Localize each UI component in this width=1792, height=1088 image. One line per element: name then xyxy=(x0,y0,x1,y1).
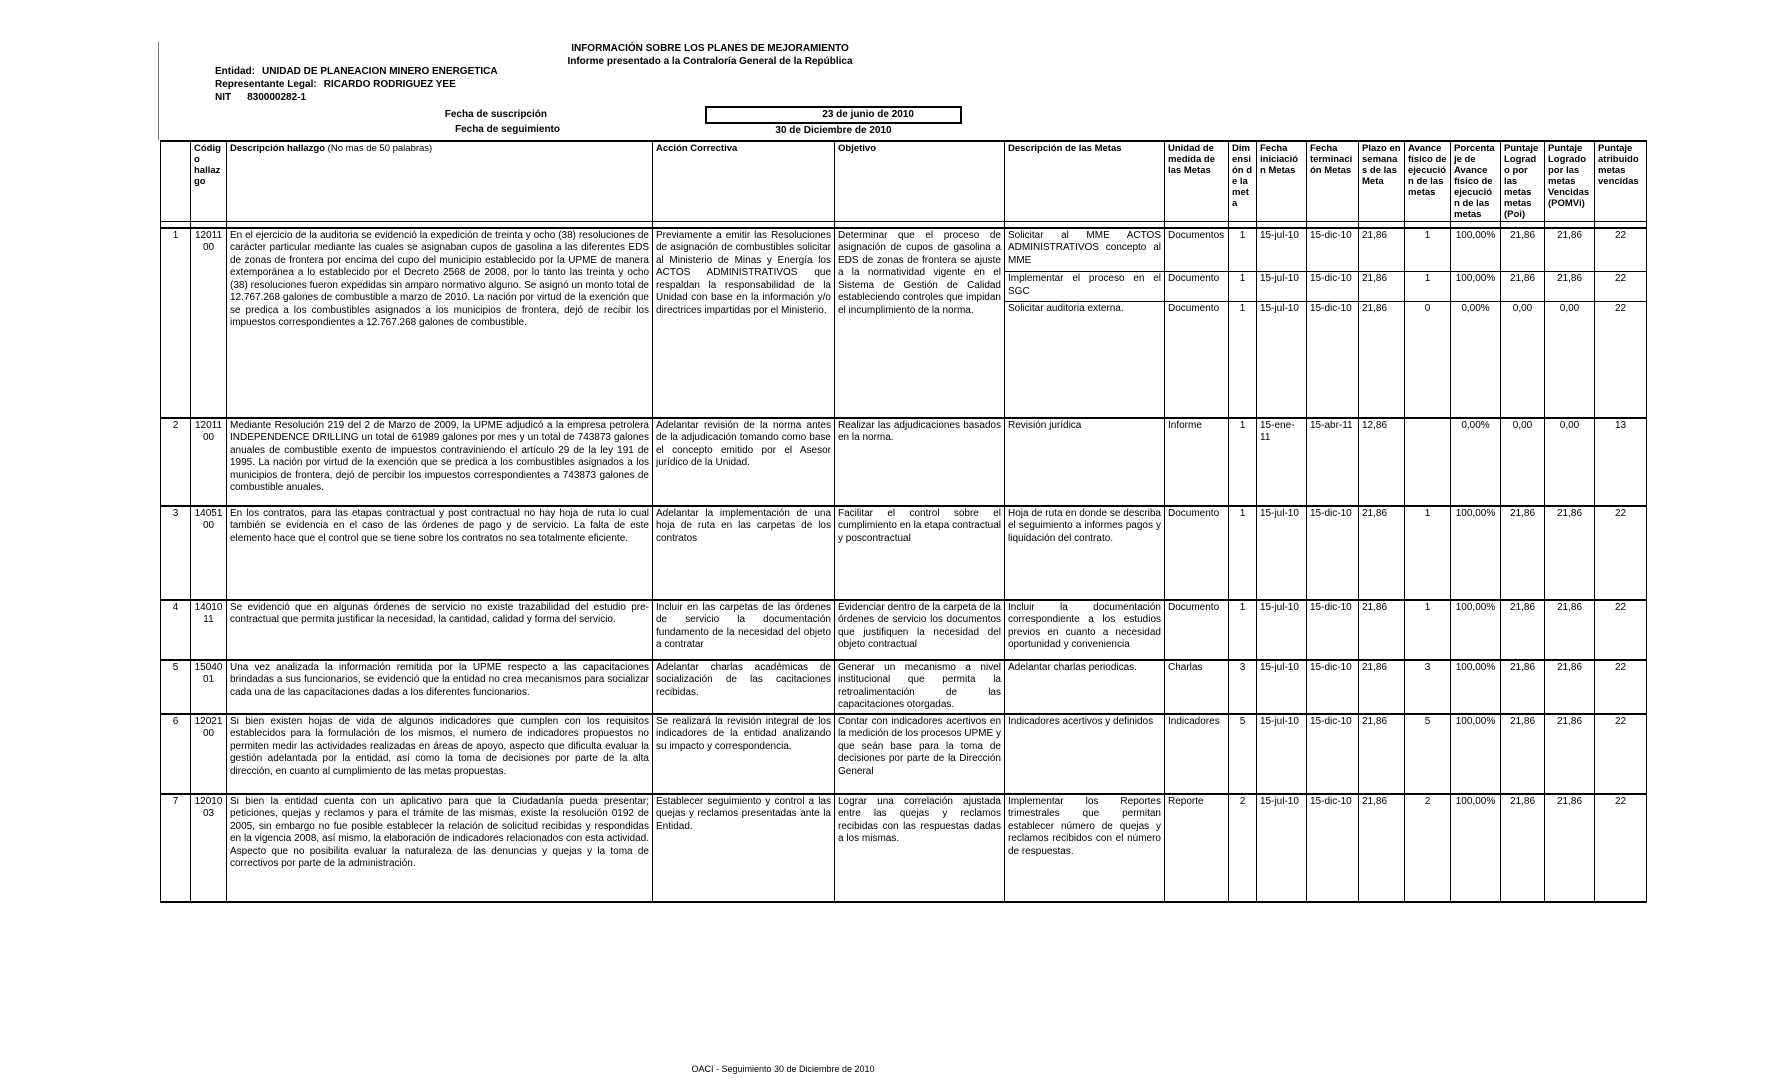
meta-plazo-cell: 21,86 xyxy=(1359,794,1405,902)
meta-poi-cell: 0,00 xyxy=(1501,418,1545,506)
meta-avance-cell: 1 xyxy=(1405,600,1451,660)
representante-line xyxy=(215,78,498,91)
hallazgo-row xyxy=(161,228,1647,272)
hallazgo-num-cell: 3 xyxy=(161,506,191,600)
meta-porcentaje-cell: 100,00% xyxy=(1451,506,1501,600)
fecha-seguimiento-label: Fecha de seguimiento xyxy=(454,124,560,135)
meta-pomvi-cell: 21,86 xyxy=(1545,506,1595,600)
meta-plazo-cell: 21,86 xyxy=(1359,272,1405,302)
meta-avance-cell: 0 xyxy=(1405,302,1451,418)
meta-dimension-cell: 1 xyxy=(1229,600,1257,660)
col-header-objetivo: Objetivo xyxy=(835,141,1005,222)
meta-descripcion-cell: Solicitar auditoria externa. xyxy=(1005,302,1165,418)
meta-plazo-cell: 21,86 xyxy=(1359,228,1405,272)
nit-value: 830000282-1 xyxy=(247,92,307,103)
meta-poi-cell: 21,86 xyxy=(1501,794,1545,902)
meta-plazo-cell: 21,86 xyxy=(1359,506,1405,600)
fecha-suscripcion-label: Fecha de suscripción xyxy=(444,109,547,120)
accion-correctiva-cell: Establecer seguimiento y control a las quejas y reclamos presentadas ante la Entidad. xyxy=(653,794,835,902)
hallazgo-descripcion-cell: En los contratos, para las etapas contractual y post contractual no hay hoja de ruta lo cual también se evidencia en el caso de las órdenes de pago y de servicio. La falta de este elemento hace que el control que se tiene sobre los contratos no sea totalmente eficiente. xyxy=(227,506,653,600)
fecha-seguimiento-value: 30 de Diciembre de 2010 xyxy=(775,125,892,136)
col-header-codigo: Código hallazgo xyxy=(191,141,227,222)
meta-porcentaje-cell: 100,00% xyxy=(1451,714,1501,794)
meta-porcentaje-cell: 100,00% xyxy=(1451,660,1501,714)
entity-block xyxy=(215,65,498,104)
col-header-fecha-inicio: Fecha iniciación Metas xyxy=(1257,141,1307,222)
hallazgo-codigo-cell: 1201100 xyxy=(191,228,227,418)
hallazgo-num-cell: 2 xyxy=(161,418,191,506)
hallazgo-row xyxy=(161,600,1647,660)
hallazgo-codigo-cell: 1401011 xyxy=(191,600,227,660)
meta-fecha-inicio-cell: 15-ene-11 xyxy=(1257,418,1307,506)
hallazgo-descripcion-cell: Se evidenció que en algunas órdenes de servicio no existe trazabilidad del estudio pre-contractual que permita justificar la necesidad, la cantidad, calidad y forma del servicio. xyxy=(227,600,653,660)
meta-plazo-cell: 21,86 xyxy=(1359,714,1405,794)
meta-descripcion-cell: Implementar el proceso en el SGC xyxy=(1005,272,1165,302)
hallazgo-row xyxy=(161,794,1647,902)
meta-puntaje-vencidas-cell: 22 xyxy=(1595,660,1647,714)
meta-puntaje-vencidas-cell: 22 xyxy=(1595,506,1647,600)
meta-unidad-cell: Documento xyxy=(1165,272,1229,302)
entidad-label: Entidad: xyxy=(215,66,255,77)
meta-avance-cell: 2 xyxy=(1405,794,1451,902)
hallazgo-descripcion-cell: Mediante Resolución 219 del 2 de Marzo de 2009, la UPME adjudicó a la empresa petrolera INDEPENDENCE DRILLING un total de 61989 galones por mes y un total de 743873 galones anuales de combustible exento de impuestos contraviniendo el artículo 29 de la ley 191 de 1995. La nación por virtud de la exención que se predica a los combustibles asignados a los municipios de frontera, dejó de percibir los impuestos correspondientes a 743873 galones de combustible anuales. xyxy=(227,418,653,506)
report-title: INFORMACIÓN SOBRE LOS PLANES DE MEJORAMIENTO xyxy=(571,43,849,54)
col-header-plazo: Plazo en semanas de las Meta xyxy=(1359,141,1405,222)
entidad-value: UNIDAD DE PLANEACION MINERO ENERGETICA xyxy=(262,66,498,77)
meta-pomvi-cell: 0,00 xyxy=(1545,302,1595,418)
meta-fecha-fin-cell: 15-dic-10 xyxy=(1307,600,1359,660)
plan-table-body xyxy=(161,222,1647,902)
meta-fecha-inicio-cell: 15-jul-10 xyxy=(1257,794,1307,902)
meta-plazo-cell: 21,86 xyxy=(1359,600,1405,660)
col-header-metas: Descripción de las Metas xyxy=(1005,141,1165,222)
meta-fecha-fin-cell: 15-dic-10 xyxy=(1307,228,1359,272)
meta-dimension-cell: 1 xyxy=(1229,272,1257,302)
meta-unidad-cell: Documento xyxy=(1165,302,1229,418)
meta-pomvi-cell: 21,86 xyxy=(1545,714,1595,794)
representante-value: RICARDO RODRIGUEZ YEE xyxy=(323,79,456,90)
meta-avance-cell: 1 xyxy=(1405,228,1451,272)
hallazgo-row xyxy=(161,714,1647,794)
meta-unidad-cell: Documentos xyxy=(1165,228,1229,272)
header-row xyxy=(161,141,1647,222)
meta-fecha-inicio-cell: 15-jul-10 xyxy=(1257,302,1307,418)
hallazgo-codigo-cell: 1202100 xyxy=(191,714,227,794)
plan-table-wrap xyxy=(160,140,1647,903)
meta-avance-cell: 1 xyxy=(1405,506,1451,600)
meta-avance-cell: 1 xyxy=(1405,272,1451,302)
meta-fecha-fin-cell: 15-dic-10 xyxy=(1307,272,1359,302)
col-header-descripcion xyxy=(227,141,653,222)
meta-puntaje-vencidas-cell: 22 xyxy=(1595,272,1647,302)
hallazgo-row xyxy=(161,660,1647,714)
meta-porcentaje-cell: 100,00% xyxy=(1451,600,1501,660)
hallazgo-descripcion-cell: Si bien la entidad cuenta con un aplicativo para que la Ciudadanía pueda presentar; peticiones, quejas y reclamos y para el trámite de las mismas, existe la resolución 0192 de 2005, sin embargo no fue posible establecer la relación de solicitud recibidas y respondidas en la vigencia 2008, así mismo, la elaboración de indicadores relacionados con esta actividad. Aspecto que no posibilita evaluar la naturaleza de las denuncias y quejas y la toma de correctivos por parte de la administración. xyxy=(227,794,653,902)
accion-correctiva-cell: Incluir en las carpetas de las órdenes de servicio la documentación fundamento de la necesidad del objeto a contratar xyxy=(653,600,835,660)
accion-correctiva-cell: Se realizará la revisión integral de los indicadores de la entidad analizando su impacto y correspondencia. xyxy=(653,714,835,794)
accion-correctiva-cell: Previamente a emitir las Resoluciones de asignación de combustibles solicitar al Ministerio de Minas y Energía los ACTOS ADMINISTRATIVOS que respaldan la responsabilidad de la Unidad con base en la información y/o directrices impartidas por el Ministerio. xyxy=(653,228,835,418)
objetivo-cell: Generar un mecanismo a nivel institucional que permita la retroalimentación de las capacitaciones otorgadas. xyxy=(835,660,1005,714)
hallazgo-codigo-cell: 1405100 xyxy=(191,506,227,600)
plan-mejoramiento-table xyxy=(160,140,1647,903)
meta-unidad-cell: Indicadores xyxy=(1165,714,1229,794)
hallazgo-num-cell: 1 xyxy=(161,228,191,418)
meta-puntaje-vencidas-cell: 22 xyxy=(1595,228,1647,272)
meta-puntaje-vencidas-cell: 22 xyxy=(1595,600,1647,660)
meta-fecha-inicio-cell: 15-jul-10 xyxy=(1257,506,1307,600)
meta-fecha-fin-cell: 15-dic-10 xyxy=(1307,794,1359,902)
nit-label: NIT xyxy=(215,92,232,103)
table-header xyxy=(161,141,1647,222)
representante-label: Representante Legal: xyxy=(215,79,317,90)
meta-pomvi-cell: 21,86 xyxy=(1545,272,1595,302)
meta-fecha-inicio-cell: 15-jul-10 xyxy=(1257,714,1307,794)
meta-unidad-cell: Documento xyxy=(1165,506,1229,600)
col-header-accion: Acción Correctiva xyxy=(653,141,835,222)
meta-pomvi-cell: 0,00 xyxy=(1545,418,1595,506)
hallazgo-codigo-cell: 1201100 xyxy=(191,418,227,506)
objetivo-cell: Lograr una correlación ajustada entre las quejas y reclamos recibidas con las respuestas dadas a los mismas. xyxy=(835,794,1005,902)
meta-plazo-cell: 12,86 xyxy=(1359,418,1405,506)
meta-puntaje-vencidas-cell: 22 xyxy=(1595,302,1647,418)
accion-correctiva-cell: Adelantar charlas académicas de socialización de las cacitaciones recibidas. xyxy=(653,660,835,714)
meta-fecha-fin-cell: 15-abr-11 xyxy=(1307,418,1359,506)
meta-poi-cell: 21,86 xyxy=(1501,506,1545,600)
objetivo-cell: Evidenciar dentro de la carpeta de la órdenes de servicio los documentos que justifiquen la necesidad del objeto contractual xyxy=(835,600,1005,660)
meta-porcentaje-cell: 0,00% xyxy=(1451,302,1501,418)
meta-descripcion-cell: Indicadores acertivos y definidos xyxy=(1005,714,1165,794)
meta-porcentaje-cell: 100,00% xyxy=(1451,272,1501,302)
meta-dimension-cell: 5 xyxy=(1229,714,1257,794)
meta-dimension-cell: 1 xyxy=(1229,506,1257,600)
col-header-poi: Puntaje Logrado por las metas metas (Poi) xyxy=(1501,141,1545,222)
hallazgo-num-cell: 6 xyxy=(161,714,191,794)
meta-pomvi-cell: 21,86 xyxy=(1545,228,1595,272)
hallazgo-row xyxy=(161,418,1647,506)
meta-poi-cell: 21,86 xyxy=(1501,714,1545,794)
fecha-suscripcion-value: 23 de junio de 2010 xyxy=(705,106,962,124)
meta-descripcion-cell: Solicitar al MME ACTOS ADMINISTRATIVOS concepto al MME xyxy=(1005,228,1165,272)
meta-fecha-fin-cell: 15-dic-10 xyxy=(1307,660,1359,714)
hallazgo-row xyxy=(161,506,1647,600)
meta-fecha-fin-cell: 15-dic-10 xyxy=(1307,302,1359,418)
entity-line xyxy=(215,65,498,78)
objetivo-cell: Determinar que el proceso de asignación de cupos de gasolina a EDS de zonas de frontera se ajuste a la normatividad vigente en el Sistema de Gestión de Calidad estableciendo controles que impidan el incumplimiento de la norma. xyxy=(835,228,1005,418)
meta-plazo-cell: 21,86 xyxy=(1359,660,1405,714)
meta-unidad-cell: Documento xyxy=(1165,600,1229,660)
meta-fecha-fin-cell: 15-dic-10 xyxy=(1307,714,1359,794)
col-header-porcentaje: Porcentaje de Avance físico de ejecución de las metas xyxy=(1451,141,1501,222)
meta-fecha-inicio-cell: 15-jul-10 xyxy=(1257,272,1307,302)
meta-avance-cell: 3 xyxy=(1405,660,1451,714)
hallazgo-descripcion-cell: Una vez analizada la información remitida por la UPME respecto a las capacitaciones brindadas a sus funcionarios, se evidenció que la entidad no crea mecanismos para socializar cada una de las capacitaciones dadas a los diferentes funcionarios. xyxy=(227,660,653,714)
meta-descripcion-cell: Hoja de ruta en donde se describa el seguimiento a informes pagos y liquidación del contrato. xyxy=(1005,506,1165,600)
meta-dimension-cell: 1 xyxy=(1229,302,1257,418)
col-header-descripcion-label: Descripción hallazgo xyxy=(230,143,326,154)
meta-unidad-cell: Charlas xyxy=(1165,660,1229,714)
meta-descripcion-cell: Implementar los Reportes trimestrales que permitan establecer número de quejas y reclamos recibidos con el número de respuestas. xyxy=(1005,794,1165,902)
meta-dimension-cell: 1 xyxy=(1229,418,1257,506)
meta-descripcion-cell: Adelantar charlas periodicas. xyxy=(1005,660,1165,714)
meta-poi-cell: 21,86 xyxy=(1501,660,1545,714)
col-header-num xyxy=(161,141,191,222)
meta-unidad-cell: Informe xyxy=(1165,418,1229,506)
meta-fecha-inicio-cell: 15-jul-10 xyxy=(1257,660,1307,714)
hallazgo-descripcion-cell: En el ejercicio de la auditoria se evidenció la expedición de treinta y ocho (38) resoluciones de carácter particular mediante las cuales se asignaban cupos de gasolina a las diferentes EDS de zonas de frontera por encima del cupo del municipio establecido por la UPME de manera extemporánea a lo establecido por el Decreto 2568 de 2008, por lo tanto las treinta y ocho (38) resoluciones fueron expedidas sin amparo normativo alguno. Se asignó un monto total de 12.767.268 galones de combustible a marzo de 2010. La nación por virtud de la exención que se predica a los combustibles asignados a los municipios de frontera, dejó de recibir los impuestos correspondientes a 12.767.268 galones de combustible. xyxy=(227,228,653,418)
nit-line xyxy=(215,91,498,104)
col-header-dimension: Dimensión de la meta xyxy=(1229,141,1257,222)
meta-fecha-inicio-cell: 15-jul-10 xyxy=(1257,228,1307,272)
meta-porcentaje-cell: 100,00% xyxy=(1451,228,1501,272)
objetivo-cell: Realizar las adjudicaciones basados en la norma. xyxy=(835,418,1005,506)
meta-poi-cell: 21,86 xyxy=(1501,600,1545,660)
hallazgo-descripcion-cell: Si bien existen hojas de vida de algunos indicadores que cumplen con los requisitos establecidos para la formulación de los mismos, el numero de indicadores propuestos no permiten medir las actividades realizadas en áreas de apoyo, aspecto que dificulta evaluar la gestión adelantada por la entidad, así como la toma de decisiones por parte de la alta dirección, en cuanto al cumplimiento de las metas propuestas. xyxy=(227,714,653,794)
report-subtitle: Informe presentado a la Contraloría General de la República xyxy=(567,56,853,67)
meta-descripcion-cell: Incluir la documentación correspondiente a los estudios previos en cuanto a necesidad oportunidad y conveniencia xyxy=(1005,600,1165,660)
meta-fecha-inicio-cell: 15-jul-10 xyxy=(1257,600,1307,660)
accion-correctiva-cell: Adelantar revisión de la norma antes de la adjudicación tomando como base el concepto emitido por el Asesor jurídico de la Unidad. xyxy=(653,418,835,506)
col-header-pomvi: Puntaje Logrado por las metas Vencidas (POMVi) xyxy=(1545,141,1595,222)
meta-poi-cell: 21,86 xyxy=(1501,228,1545,272)
col-header-fecha-fin: Fecha terminación Metas xyxy=(1307,141,1359,222)
meta-pomvi-cell: 21,86 xyxy=(1545,794,1595,902)
meta-puntaje-vencidas-cell: 13 xyxy=(1595,418,1647,506)
meta-fecha-fin-cell: 15-dic-10 xyxy=(1307,506,1359,600)
objetivo-cell: Facilitar el control sobre el cumplimiento en la etapa contractual y poscontractual xyxy=(835,506,1005,600)
meta-puntaje-vencidas-cell: 22 xyxy=(1595,794,1647,902)
hallazgo-num-cell: 5 xyxy=(161,660,191,714)
meta-dimension-cell: 3 xyxy=(1229,660,1257,714)
hallazgo-codigo-cell: 1504001 xyxy=(191,660,227,714)
meta-pomvi-cell: 21,86 xyxy=(1545,600,1595,660)
col-header-avance: Avance físico de ejecución de las metas xyxy=(1405,141,1451,222)
col-header-unidad: Unidad de medida de las Metas xyxy=(1165,141,1229,222)
meta-dimension-cell: 1 xyxy=(1229,228,1257,272)
meta-porcentaje-cell: 0,00% xyxy=(1451,418,1501,506)
meta-porcentaje-cell: 100,00% xyxy=(1451,794,1501,902)
objetivo-cell: Contar con indicadores acertivos en la medición de los procesos UPME y que seán base para la toma de decisiones por parte de la Dirección General xyxy=(835,714,1005,794)
meta-puntaje-vencidas-cell: 22 xyxy=(1595,714,1647,794)
col-header-descripcion-note: (No mas de 50 palabras) xyxy=(325,143,433,154)
hallazgo-num-cell: 7 xyxy=(161,794,191,902)
page-footer: OACI - Seguimiento 30 de Diciembre de 2010 xyxy=(691,1064,875,1074)
meta-unidad-cell: Reporte xyxy=(1165,794,1229,902)
hallazgo-codigo-cell: 1201003 xyxy=(191,794,227,902)
meta-avance-cell: 5 xyxy=(1405,714,1451,794)
col-header-puntaje-vencidas: Puntaje atribuido metas vencidas xyxy=(1595,141,1647,222)
meta-pomvi-cell: 21,86 xyxy=(1545,660,1595,714)
meta-plazo-cell: 21,86 xyxy=(1359,302,1405,418)
meta-avance-cell xyxy=(1405,418,1451,506)
accion-correctiva-cell: Adelantar la implementación de una hoja de ruta en las carpetas de los contratos xyxy=(653,506,835,600)
meta-descripcion-cell: Revisión jurídica xyxy=(1005,418,1165,506)
page-edge-line xyxy=(158,42,159,140)
meta-poi-cell: 21,86 xyxy=(1501,272,1545,302)
meta-dimension-cell: 2 xyxy=(1229,794,1257,902)
meta-poi-cell: 0,00 xyxy=(1501,302,1545,418)
hallazgo-num-cell: 4 xyxy=(161,600,191,660)
